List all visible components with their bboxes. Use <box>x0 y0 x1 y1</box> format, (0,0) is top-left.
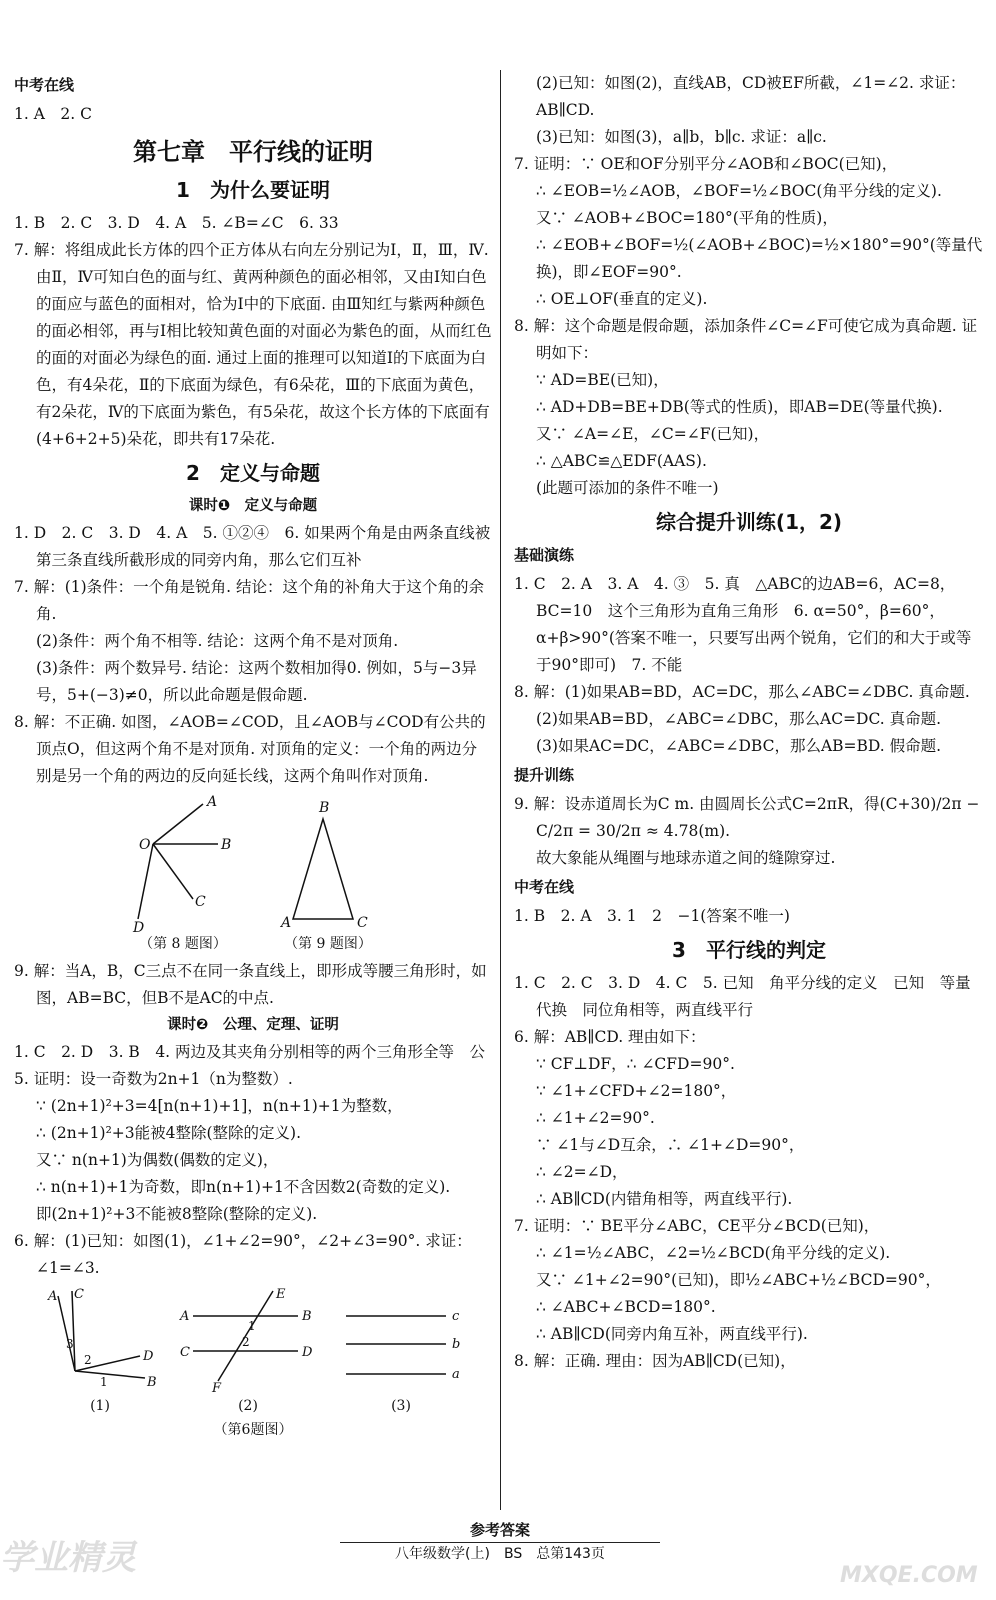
figure-caption: （第 9 题图） <box>284 936 372 952</box>
section-label-jichu: 基础演练 <box>514 546 575 564</box>
left-column <box>14 70 492 1440</box>
svg-text:A: A <box>180 1309 190 1324</box>
proof-line: 又∵ n(n+1)为偶数(偶数的定义)， <box>36 1151 279 1169</box>
section-title-comprehensive: 综合提升训练(1，2) <box>655 510 843 534</box>
svg-text:F: F <box>212 1381 222 1396</box>
proof-line: ∵ AD=BE(已知)， <box>536 371 669 389</box>
answer-paragraph: (2)条件：两个角不相等. 结论：这两个角不是对顶角. <box>36 632 399 650</box>
lesson-title-1: 课时❶ 定义与命题 <box>188 498 318 514</box>
proof-line: 又∵ ∠A=∠E，∠C=∠F(已知)， <box>536 425 770 443</box>
svg-text:B: B <box>302 1309 312 1324</box>
svg-text:E: E <box>276 1287 286 1302</box>
angles-diagram <box>40 1286 160 1396</box>
svg-text:3: 3 <box>66 1337 74 1351</box>
svg-text:C: C <box>357 915 368 931</box>
figure-6-2 <box>178 1286 318 1416</box>
answer-paragraph: 8. 解：正确. 理由：因为AB∥CD(已知)， <box>514 1352 796 1370</box>
figure-caption: (2) <box>238 1398 258 1414</box>
answer-line: 1. D 2. C 3. D 4. A 5. ①②④ 6. 如果两个角是由两条直线被第三条直线所截形成的同旁内角，那么它们互补 <box>14 524 491 569</box>
proof-line: ∴ ∠2=∠D， <box>536 1163 628 1181</box>
proof-line: 5. 证明：设一奇数为2n+1（n为整数）. <box>14 1070 293 1088</box>
proof-line: ∴ n(n+1)+1为奇数，即n(n+1)+1不含因数2(奇数的定义). <box>36 1178 451 1196</box>
figure-caption: （第6题图） <box>213 1422 293 1438</box>
answer-paragraph: 6. 解：(1)已知：如图(1)，∠1+∠2=90°，∠2+∠3=90°. 求证：∠1=∠3. <box>14 1232 472 1277</box>
figure-row-6 <box>14 1286 492 1416</box>
proof-line: (此题可添加的条件不唯一) <box>536 479 719 497</box>
triangle-diagram <box>273 794 383 934</box>
svg-text:2: 2 <box>84 1353 92 1367</box>
answer-line: 1. C 2. C 3. D 4. C 5. 已知 角平分线的定义 已知 等量代换 同位角相等，两直线平行 <box>514 974 971 1019</box>
figure-9 <box>273 794 383 954</box>
answer-paragraph: 7. 解：(1)条件：一个角是锐角. 结论：这个角的补角大于这个角的余角. <box>14 578 485 623</box>
answer-line: 1. B 2. C 3. D 4. A 5. ∠B=∠C 6. 33 <box>14 214 339 232</box>
section-title-2: 2 定义与命题 <box>186 461 320 485</box>
section-title-1: 1 为什么要证明 <box>176 178 330 202</box>
proof-line: 6. 解：AB∥CD. 理由如下： <box>514 1028 706 1046</box>
svg-text:B: B <box>319 800 330 816</box>
proof-line: ∴ OE⊥OF(垂直的定义). <box>536 290 708 308</box>
parallel-lines-diagram <box>336 1286 466 1396</box>
proof-line: ∴ AB∥CD(内错角相等，两直线平行). <box>536 1190 793 1208</box>
page-footer <box>300 1520 700 1565</box>
figure-caption: (3) <box>391 1398 411 1414</box>
column-divider <box>500 70 501 1510</box>
svg-text:C: C <box>74 1287 84 1302</box>
angle-diagram <box>123 794 243 934</box>
section-label-tisheng: 提升训练 <box>514 766 575 784</box>
proof-line: ∵ (2n+1)²+3=4[n(n+1)+1]，n(n+1)+1为整数， <box>36 1097 403 1115</box>
answer-paragraph: 9. 解：当A，B，C三点不在同一条直线上，即形成等腰三角形时，如图，AB=BC，但B不是AC的中点. <box>14 962 487 1007</box>
svg-text:B: B <box>221 837 232 853</box>
proof-line: ∴ AD+DB=BE+DB(等式的性质)，即AB=DE(等量代换). <box>536 398 943 416</box>
svg-text:B: B <box>147 1375 157 1390</box>
section-label-kaozhong: 中考在线 <box>514 878 575 896</box>
watermark-logo-right: MXQE.COM <box>840 1563 978 1588</box>
proof-line: 7. 证明：∵ OE和OF分别平分∠AOB和∠BOC(已知)， <box>514 155 898 173</box>
figure-caption: （第 8 题图） <box>139 936 227 952</box>
svg-text:c: c <box>452 1309 460 1324</box>
proof-line: 7. 证明：∵ BE平分∠ABC，CE平分∠BCD(已知)， <box>514 1217 880 1235</box>
proof-line: 又∵ ∠1+∠2=90°(已知)，即½∠ABC+½∠BCD=90°， <box>536 1271 941 1289</box>
proof-line: ∵ ∠1与∠D互余，∴ ∠1+∠D=90°， <box>536 1136 805 1154</box>
svg-text:D: D <box>143 1349 154 1364</box>
chapter-title: 第七章 平行线的证明 <box>133 138 373 166</box>
answer-paragraph: (2)已知：如图(2)，直线AB，CD被EF所截，∠1=∠2. 求证：AB∥CD. <box>536 74 966 119</box>
proof-line: 8. 解：(1)如果AB=BD，AC=DC，那么∠ABC=∠DBC. 真命题. <box>514 683 970 701</box>
proof-line: 即(2n+1)²+3不能被8整除(整除的定义). <box>36 1205 318 1223</box>
answer-line: 1. B 2. A 3. 1 2 −1(答案不唯一) <box>514 907 790 925</box>
svg-text:1: 1 <box>248 1319 256 1333</box>
svg-text:b: b <box>452 1337 461 1352</box>
proof-line: ∴ ∠ABC+∠BCD=180°. <box>536 1298 716 1316</box>
answer-paragraph: 8. 解：不正确. 如图，∠AOB=∠COD，且∠AOB与∠COD有公共的顶点O，但这两个角不是对顶角. 对顶角的定义：一个角的两边分别是另一个角的两边的反向延长线，这两个角叫作对顶角. <box>14 713 486 785</box>
svg-text:C: C <box>180 1345 190 1360</box>
proof-line: ∴ AB∥CD(同旁内角互补，两直线平行). <box>536 1325 808 1343</box>
figure-6-3 <box>336 1286 466 1416</box>
svg-text:1: 1 <box>100 1375 108 1389</box>
proof-line: ∴ (2n+1)²+3能被4整除(整除的定义). <box>36 1124 302 1142</box>
answer-paragraph: (3)已知：如图(3)，a∥b，b∥c. 求证：a∥c. <box>536 128 827 146</box>
footer-title: 参考答案 <box>469 1521 530 1539</box>
section-label-kaozhong: 中考在线 <box>14 76 75 94</box>
answer-line: 1. C 2. D 3. B 4. 两边及其夹角分别相等的两个三角形全等 公 <box>14 1043 486 1061</box>
answer-paragraph: 故大象能从绳圈与地球赤道之间的缝隙穿过. <box>536 849 836 867</box>
proof-line: 又∵ ∠AOB+∠BOC=180°(平角的性质)， <box>536 209 838 227</box>
svg-text:A: A <box>48 1289 58 1304</box>
proof-line: ∵ ∠1+∠CFD+∠2=180°， <box>536 1082 737 1100</box>
proof-line: ∴ ∠EOB+∠BOF=½(∠AOB+∠BOC)=½×180°=90°(等量代换)，即∠EOF=90°. <box>536 236 983 281</box>
transversal-diagram <box>178 1286 318 1396</box>
svg-text:D: D <box>302 1345 313 1360</box>
proof-line: 8. 解：这个命题是假命题，添加条件∠C=∠F可使它成为真命题. 证明如下： <box>514 317 978 362</box>
svg-text:A: A <box>207 794 218 810</box>
answer-paragraph: 9. 解：设赤道周长为C m. 由圆周长公式C=2πR，得(C+30)/2π − C/2π = 30/2π ≈ 4.78(m). <box>514 795 980 840</box>
proof-line: ∴ ∠1=½∠ABC，∠2=½∠BCD(角平分线的定义). <box>536 1244 891 1262</box>
answer-paragraph: (3)条件：两个数异号. 结论：这两个数相加得0. 例如，5与−3异号，5+(−3)≠0，所以此命题是假命题. <box>36 659 477 704</box>
right-column <box>514 70 984 1375</box>
svg-text:C: C <box>195 894 206 910</box>
watermark-logo-left: 学业精灵 <box>0 1538 136 1578</box>
figure-row-8-9 <box>14 794 492 954</box>
svg-text:2: 2 <box>242 1335 250 1349</box>
proof-line: ∴ △ABC≌△EDF(AAS). <box>536 452 707 470</box>
svg-text:O: O <box>139 837 151 853</box>
figure-8 <box>123 794 243 954</box>
proof-line: (2)如果AB=BD，∠ABC=∠DBC，那么AC=DC. 真命题. <box>536 710 942 728</box>
footer-page-info: 八年级数学(上) BS 总第143页 <box>395 1546 605 1562</box>
figure-caption: (1) <box>90 1398 110 1414</box>
proof-line: ∴ ∠EOB=½∠AOB，∠BOF=½∠BOC(角平分线的定义). <box>536 182 942 200</box>
svg-text:D: D <box>133 920 145 934</box>
svg-text:A: A <box>281 915 292 931</box>
proof-line: ∴ ∠1+∠2=90°. <box>536 1109 655 1127</box>
lesson-title-2: 课时❷ 公理、定理、证明 <box>167 1017 339 1033</box>
svg-text:a: a <box>452 1367 460 1382</box>
proof-line: ∵ CF⊥DF，∴ ∠CFD=90°. <box>536 1055 735 1073</box>
proof-line: (3)如果AC=DC，∠ABC=∠DBC，那么AB=BD. 假命题. <box>536 737 942 755</box>
figure-6-1 <box>40 1286 160 1416</box>
answer-line: 1. C 2. A 3. A 4. ③ 5. 真 △ABC的边AB=6，AC=8，BC=10 这个三角形为直角三角形 6. α=50°，β=60°，α+β>90°(答案不唯一，只要写出两个锐角，它们的和大于或等于90°即可) 7. 不能 <box>514 575 972 674</box>
section-title-3: 3 平行线的判定 <box>672 938 826 962</box>
answer-paragraph: 7. 解：将组成此长方体的四个正方体从右向左分别记为Ⅰ，Ⅱ，Ⅲ，Ⅳ. 由Ⅱ，Ⅳ可知白色的面与红、黄两种颜色的面必相邻，又由Ⅰ知白色的面应与蓝色的面相对，恰为Ⅰ中的下底面. 由Ⅲ知红与紫两种颜色的面必相邻，再与Ⅰ相比较知黄色面的对面必为紫色的面，从而红色的面的对面必为绿色的面. 通过上面的推理可以知道Ⅰ的下底面为白色，有4朵花，Ⅱ的下底面为绿色，有6朵花，Ⅲ的下底面为黄色，有2朵花，Ⅳ的下底面为紫色，有5朵花，故这个长方体的下底面有(4+6+2+5)朵花，即共有17朵花. <box>14 241 492 448</box>
answer-line: 1. A 2. C <box>14 105 92 123</box>
